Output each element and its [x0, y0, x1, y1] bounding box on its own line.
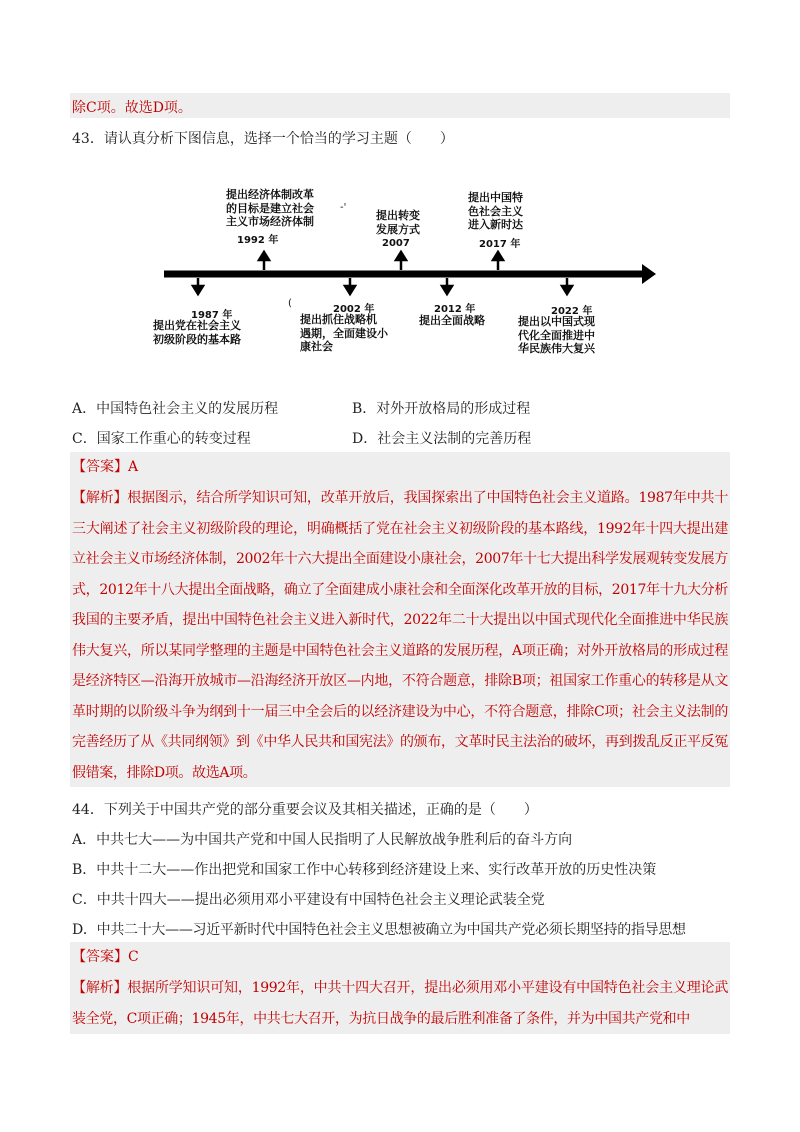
prev-explanation-block — [70, 93, 730, 118]
timeline-label-2002: 提出抓住战略机 遇期，全面建设小 康社会 — [300, 313, 388, 353]
timeline-stray-mark-1: -' — [340, 202, 347, 213]
question-43-stem: 43．请认真分析下图信息，选择一个恰当的学习主题（ ） — [72, 131, 454, 147]
tick-up-2007 — [396, 252, 406, 270]
timeline-year-2017: 2017 年 — [479, 239, 521, 250]
q44-analysis-paragraph — [72, 973, 728, 1034]
timeline-label-2017: 提出中国特 色社会主义 进入新时达 — [468, 191, 523, 231]
q43-option-a: A．中国特色社会主义的发展历程 — [72, 401, 279, 417]
tick-down-2012 — [442, 278, 452, 294]
q43-option-c: C．国家工作重心的转变过程 — [72, 431, 251, 447]
tick-down-2002 — [345, 278, 355, 294]
q44-analysis-text: 根据所学知识可知，1992年，中共十四大召开，提出必须用邓小平建设有中国特色社会主义理论武装全党，C项正确；1945年，中共七大召开，为抗日战争的最后胜利准备了条件，并为中国共产党和中 — [72, 980, 728, 1027]
q43-answer-value: A — [128, 459, 139, 475]
tick-down-1987 — [193, 278, 203, 294]
q44-answer-value: C — [128, 949, 139, 965]
q43-option-d: D．社会主义法制的完善历程 — [352, 431, 532, 447]
q44-option-b: B．中共十二大——作出把党和国家工作中心转移到经济建设上来、实行改革开放的历史性决策 — [72, 862, 657, 878]
q44-option-d: D．中共二十大——习近平新时代中国特色社会主义思想被确立为中国共产党必须长期坚持的指导思想 — [72, 922, 686, 938]
q43-option-b: B．对外开放格局的形成过程 — [352, 401, 531, 417]
q44-option-a: A．中共七大——为中国共产党和中国人民指明了人民解放战争胜利后的奋斗方向 — [72, 832, 573, 848]
timeline-year-1992: 1992 年 — [237, 235, 279, 246]
tick-up-2017 — [493, 252, 503, 270]
timeline-year-2012: 2012 年 — [434, 304, 476, 315]
prev-explanation-end: 除C项。故选D项。 — [72, 100, 192, 116]
q43-answer-block — [70, 452, 730, 787]
timeline-stray-mark-2: ( — [288, 298, 292, 309]
q43-analysis-text: 根据图示，结合所学知识可知，改革开放后，我国探索出了中国特色社会主义道路。1987年中共十三大阐述了社会主义初级阶段的理论，明确概括了党在社会主义初级阶段的基本路线，1992年十四大提出建立社会主义市场经济体制，2002年十六大提出全面建设小康社会，2007年十七大提出科学发展观转变发展方式，2012年十八大提出全面战略，确立了全面建成小康社会和全面深化改革开放的目标，2017年十九大分析我国的主要矛盾，提出中国特色社会主义进入新时代，2022年二十大提出以中国式现代化全面推进中华民族伟大复兴，所以某同学整理的主题是中国特色社会主义道路的发展历程，A项正确；对外开放格局的形成过程是经济特区—沿海开放城市—沿海经济开放区—内地，不符合题意，排除B项；祖国家工作重心的转移是从文革时期的以阶级斗争为纲到十一届三中全会后的以经济建设为中心，不符合题意，排除C项；社会主义法制的完善经历了从《共同纲领》到《中华人民共和国宪法》的颁布，文革时民主法治的破坏，再到拨乱反正平反冤假错案，排除D项。故选A项。 — [72, 490, 728, 781]
timeline-year-2007: 2007 — [382, 238, 410, 249]
timeline-year-2022: 2022 年 — [551, 306, 593, 317]
q44-answer-tag: 【答案】 — [72, 949, 128, 965]
tick-up-1992 — [259, 252, 269, 270]
q44-answer-block — [70, 942, 730, 1034]
tick-down-2022 — [562, 278, 572, 294]
q43-analysis-paragraph — [72, 483, 728, 788]
q44-option-c: C．中共十四大——提出必须用邓小平建设有中国特色社会主义理论武装全党 — [72, 892, 545, 908]
timeline-figure — [150, 180, 670, 370]
timeline-label-2012: 提出全面战略 — [419, 314, 485, 327]
q43-analysis-tag: 【解析】 — [72, 490, 128, 506]
q44-answer-line — [72, 942, 728, 973]
timeline-year-2002: 2002 年 — [333, 304, 375, 315]
q44-analysis-tag: 【解析】 — [72, 980, 128, 996]
timeline-label-2007: 提出转变 发展方式 — [376, 209, 420, 236]
timeline-label-1987: 提出党在社会主义 初级阶段的基本路 — [153, 319, 241, 346]
timeline-label-1992: 提出经济体制改革 的目标是建立社会 主义市场经济体制 — [226, 188, 314, 228]
question-44-stem: 44．下列关于中国共产党的部分重要会议及其相关描述，正确的是（ ） — [72, 802, 538, 818]
timeline-year-1987: 1987 年 — [191, 310, 233, 321]
q43-answer-tag: 【答案】 — [72, 459, 128, 475]
timeline-label-2022: 提出以中国式现 代化全面推进中 华民族伟大复兴 — [518, 315, 595, 355]
q43-answer-line — [72, 452, 728, 483]
